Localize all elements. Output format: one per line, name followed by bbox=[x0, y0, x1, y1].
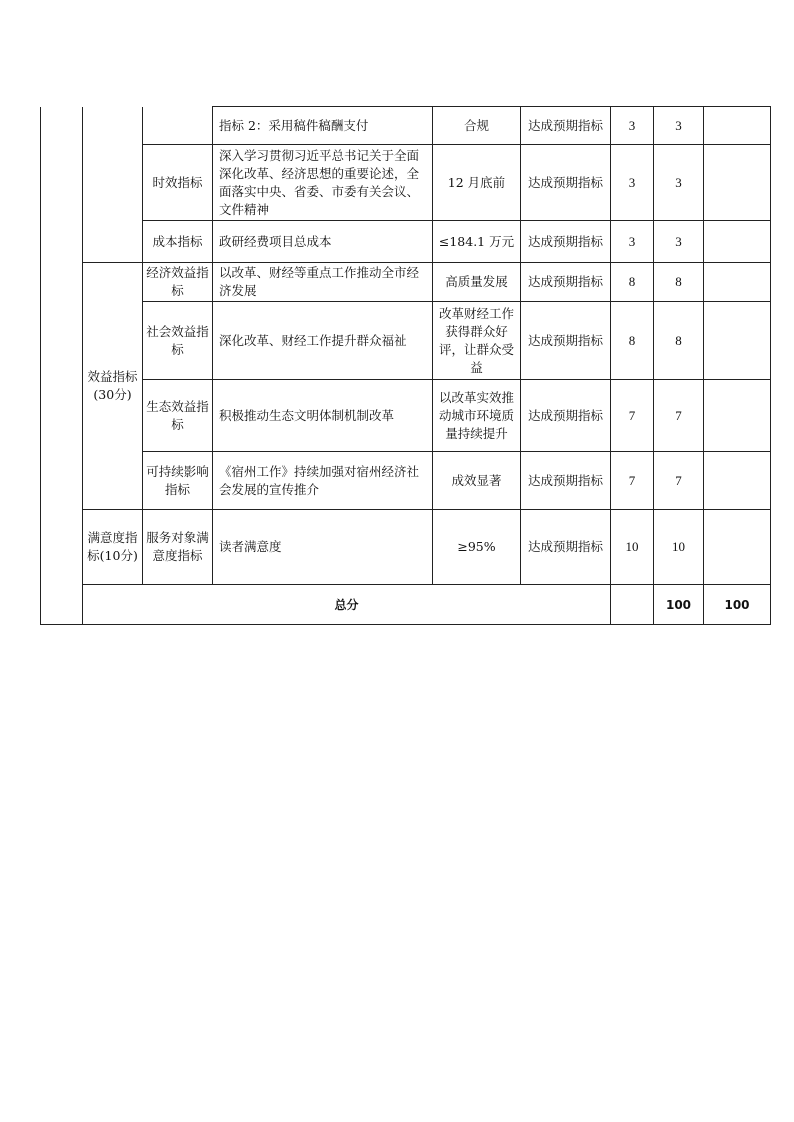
weight-cell: 7 bbox=[611, 452, 654, 510]
level2-cell-output bbox=[83, 107, 143, 263]
indicator-cell: 积极推动生态文明体制机制改革 bbox=[213, 380, 433, 452]
weight-cell: 8 bbox=[611, 263, 654, 302]
score-cell: 3 bbox=[654, 145, 704, 221]
score-cell: 10 bbox=[654, 510, 704, 585]
indicator-cell: 政研经费项目总成本 bbox=[213, 221, 433, 263]
weight-cell: 3 bbox=[611, 107, 654, 145]
remark-cell bbox=[704, 302, 771, 380]
level2-cell-benefit: 效益指标(30分) bbox=[83, 263, 143, 510]
score-cell: 7 bbox=[654, 380, 704, 452]
indicator-cell: 指标 2：采用稿件稿酬支付 bbox=[213, 107, 433, 145]
indicator-cell: 《宿州工作》持续加强对宿州经济社会发展的宣传推介 bbox=[213, 452, 433, 510]
total-target-cell bbox=[611, 585, 654, 625]
remark-cell bbox=[704, 452, 771, 510]
indicator-cell: 深化改革、财经工作提升群众福祉 bbox=[213, 302, 433, 380]
remark-cell bbox=[704, 380, 771, 452]
remark-cell bbox=[704, 263, 771, 302]
level3-cell: 生态效益指标 bbox=[143, 380, 213, 452]
score-cell: 8 bbox=[654, 302, 704, 380]
target-cell: 12 月底前 bbox=[433, 145, 521, 221]
score-cell: 3 bbox=[654, 107, 704, 145]
table-row bbox=[41, 145, 771, 221]
target-cell: 高质量发展 bbox=[433, 263, 521, 302]
target-cell: 以改革实效推动城市环境质量持续提升 bbox=[433, 380, 521, 452]
performance-table bbox=[40, 106, 771, 625]
total-weight-cell: 100 bbox=[654, 585, 704, 625]
actual-cell: 达成预期指标 bbox=[521, 380, 611, 452]
score-cell: 7 bbox=[654, 452, 704, 510]
remark-cell bbox=[704, 107, 771, 145]
indicator-cell: 以改革、财经等重点工作推动全市经济发展 bbox=[213, 263, 433, 302]
remark-cell bbox=[704, 510, 771, 585]
table-row bbox=[41, 302, 771, 380]
actual-cell: 达成预期指标 bbox=[521, 145, 611, 221]
indicator-cell: 读者满意度 bbox=[213, 510, 433, 585]
actual-cell: 达成预期指标 bbox=[521, 510, 611, 585]
level3-cell: 时效指标 bbox=[143, 145, 213, 221]
level3-cell: 社会效益指标 bbox=[143, 302, 213, 380]
score-cell: 3 bbox=[654, 221, 704, 263]
actual-cell: 达成预期指标 bbox=[521, 452, 611, 510]
weight-cell: 10 bbox=[611, 510, 654, 585]
weight-cell: 3 bbox=[611, 145, 654, 221]
total-row bbox=[41, 585, 771, 625]
level2-cell-satisfaction: 满意度指标(10分) bbox=[83, 510, 143, 585]
actual-cell: 达成预期指标 bbox=[521, 107, 611, 145]
table-row bbox=[41, 380, 771, 452]
actual-cell: 达成预期指标 bbox=[521, 263, 611, 302]
level3-cell: 服务对象满意度指标 bbox=[143, 510, 213, 585]
target-cell: 成效显著 bbox=[433, 452, 521, 510]
remark-cell bbox=[704, 221, 771, 263]
total-label: 总分 bbox=[83, 585, 611, 625]
table-row bbox=[41, 107, 771, 145]
total-score-cell: 100 bbox=[704, 585, 771, 625]
level3-cell bbox=[143, 107, 213, 145]
table-row bbox=[41, 263, 771, 302]
weight-cell: 3 bbox=[611, 221, 654, 263]
level3-cell: 成本指标 bbox=[143, 221, 213, 263]
indicator-cell: 深入学习贯彻习近平总书记关于全面深化改革、经济思想的重要论述，全面落实中央、省委、市委有关会议、文件精神 bbox=[213, 145, 433, 221]
table-row bbox=[41, 452, 771, 510]
target-cell: 合规 bbox=[433, 107, 521, 145]
target-cell: 改革财经工作获得群众好评，让群众受益 bbox=[433, 302, 521, 380]
weight-cell: 8 bbox=[611, 302, 654, 380]
target-cell: ≤184.1 万元 bbox=[433, 221, 521, 263]
actual-cell: 达成预期指标 bbox=[521, 302, 611, 380]
target-cell: ≥95% bbox=[433, 510, 521, 585]
table-row bbox=[41, 221, 771, 263]
level3-cell: 可持续影响指标 bbox=[143, 452, 213, 510]
table-row bbox=[41, 510, 771, 585]
level1-cell bbox=[41, 107, 83, 625]
weight-cell: 7 bbox=[611, 380, 654, 452]
level3-cell: 经济效益指标 bbox=[143, 263, 213, 302]
score-cell: 8 bbox=[654, 263, 704, 302]
remark-cell bbox=[704, 145, 771, 221]
actual-cell: 达成预期指标 bbox=[521, 221, 611, 263]
